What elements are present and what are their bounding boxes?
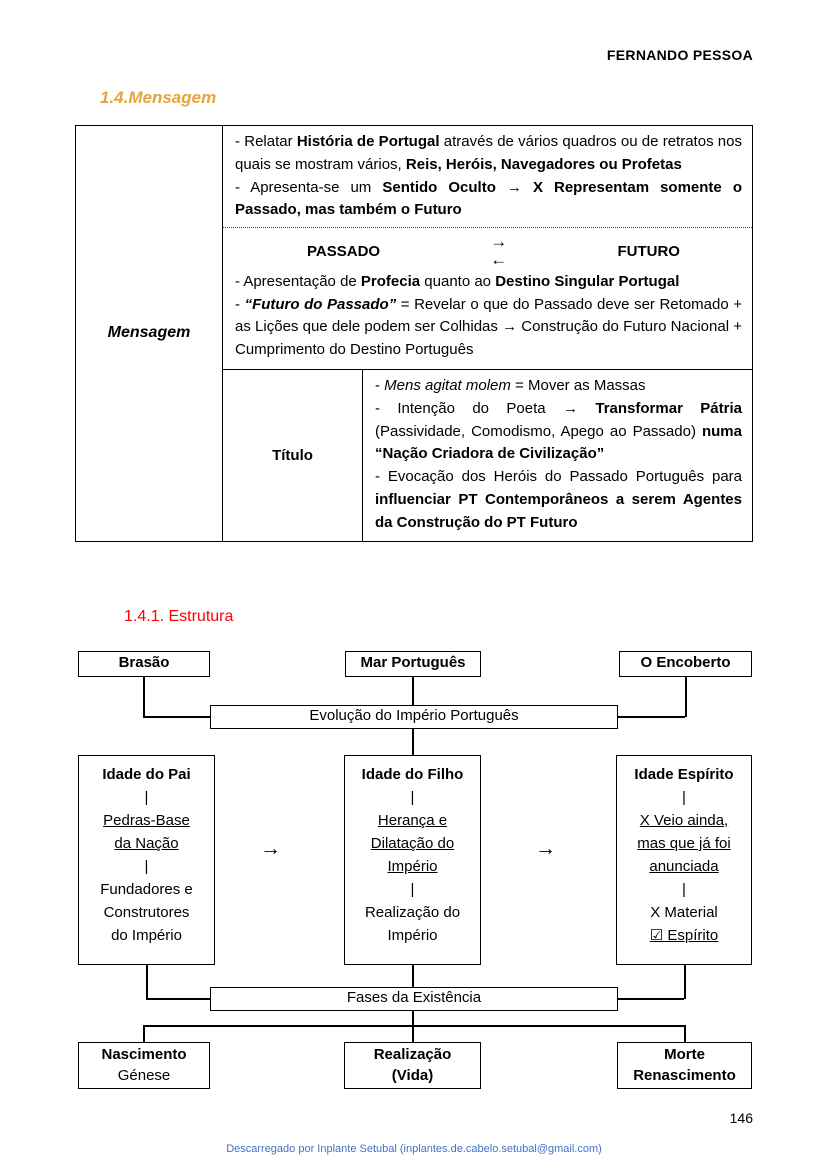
connector-line [143,677,145,717]
heading-subsection: 1.4.1. Estrutura [124,608,234,625]
table-section-overview: - Relatar História de Portugal através de vários quadros ou de retratos nos quais se mostram vários, Reis, Heróis, Navegadores ou Profetas - Apresenta-se um Sentido Oculto → X Representam somente o Passado, mas também o Futuro [223,126,752,228]
connector-line [618,716,685,718]
connector-line [146,998,210,1000]
connector-line [412,729,414,755]
passado-futuro-row [235,228,742,271]
connector-line [412,965,414,987]
bidirectional-arrows [490,233,507,269]
box-realizacao: Realização (Vida) [344,1042,481,1089]
connector-line [146,965,148,999]
arrow-right-icon: → [535,837,556,860]
connector-line [412,1025,414,1042]
box-evolucao-imperio: Evolução do Império Português [210,705,618,729]
arrow-right-icon: → [260,837,281,860]
header-author: FERNANDO PESSOA [606,47,753,63]
passado-label: PASSADO [307,242,381,260]
connector-line [412,1011,414,1026]
profecia-text: - Apresentação de Profecia quanto ao Destino Singular Portugal - “Futuro do Passado” = Revelar o que do Passado deve ser Retomado + as Lições que dele podem ser Colhidas → Construção do Futuro Nacional + Cumprimento do Destino Português [235,272,743,359]
table-section-profecia [223,228,752,370]
mensagem-table [75,125,753,542]
box-o-encoberto: O Encoberto [619,651,752,677]
connector-line [618,998,684,1000]
box-mar-portugues: Mar Português [345,651,481,677]
connector-line [143,1025,685,1027]
heading-section: 1.4.Mensagem [100,88,217,107]
connector-line [412,677,414,705]
futuro-label: FUTURO [617,242,680,260]
arrow-right-icon: → [490,232,508,252]
box-idade-filho: Idade do Filho | Herança e Dilatação do Império | Realização do Império [344,755,481,965]
box-nascimento: Nascimento Génese [78,1042,210,1089]
footer-watermark: Descarregado por Inplante Setubal (inplantes.de.cabelo.setubal@gmail.com) [226,1143,602,1155]
titulo-row [223,370,752,541]
connector-line [143,1025,145,1042]
titulo-label: Título [223,370,363,541]
titulo-content: - Mens agitat molem = Mover as Massas - Intenção do Poeta → Transformar Pátria (Passividade, Comodismo, Apego ao Passado) numa “Nação Criadora de Civilização” - Evocação dos Heróis do Passado Português para influenciar PT Contemporâneos a serem Agentes da Construção do PT Futuro [375,377,742,531]
mensagem-row-label: Mensagem [76,126,223,541]
box-brasao: Brasão [78,651,210,677]
connector-line [684,965,686,999]
box-idade-espirito: Idade Espírito | X Veio ainda, mas que já foi anunciada | X Material ☑ Espírito [616,755,752,965]
box-morte: Morte Renascimento [617,1042,752,1089]
mensagem-table-content [223,126,752,541]
connector-line [684,1025,686,1042]
box-idade-pai: Idade do Pai | Pedras-Base da Nação | Fundadores e Construtores do Império [78,755,215,965]
box-fases-existencia: Fases da Existência [210,987,618,1011]
arrow-left-icon: ← [490,250,508,270]
connector-line [143,716,210,718]
structure-diagram [0,645,828,1115]
connector-line [685,677,687,717]
page-number: 146 [729,1110,753,1126]
